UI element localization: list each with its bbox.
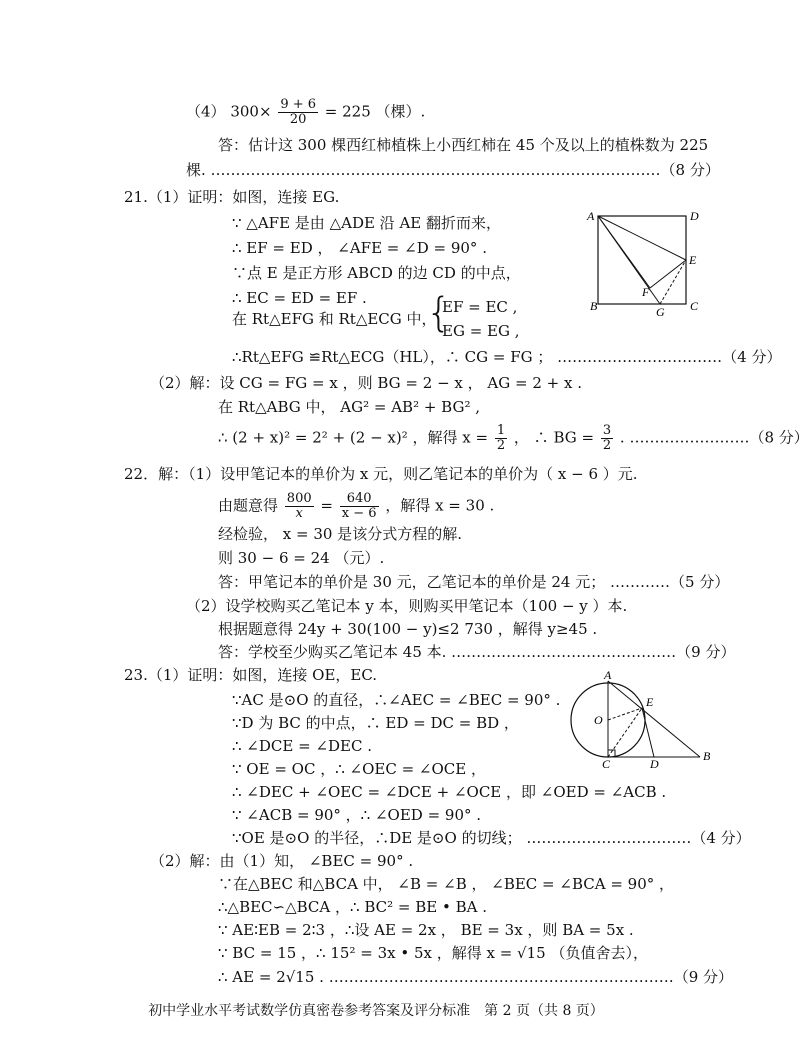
- segment-fe: [650, 260, 686, 288]
- segment-ae: [598, 216, 686, 260]
- numerator: 9 + 6: [280, 97, 317, 112]
- label-b: B: [703, 749, 711, 763]
- q23-line: ∴ ∠DEC + ∠OEC = ∠DCE + ∠OCE ，即 ∠OED = ∠ACB .: [232, 783, 667, 801]
- q22-line-fractions: [218, 491, 495, 521]
- label-b: B: [590, 299, 598, 313]
- numerator: 1: [496, 423, 506, 438]
- page-footer: 初中学业水平考试数学仿真密卷参考答案及评分标准 第 2 页（共 8 页）: [148, 1003, 604, 1019]
- q21-line: 在 Rt△EFG 和 Rt△ECG 中，: [232, 310, 437, 328]
- expr-text: . ……………………（8 分）: [619, 428, 809, 447]
- q21-line: ∴Rt△EFG ≌Rt△ECG（HL），∴ CG = FG ； ……………………………（4 分）: [232, 348, 782, 366]
- q21-line: ∵ △AFE 是由 △ADE 沿 AE 翻折而来，: [232, 214, 502, 232]
- label-c: C: [690, 299, 699, 313]
- expr-text: 300×: [230, 102, 272, 121]
- fraction: [495, 424, 507, 453]
- q20-answer-line2: 棵. ………………………………………………………………………………（8 分）: [186, 161, 720, 179]
- q22-line: 答：甲笔记本的单价是 30 元，乙笔记本的单价是 24 元； …………（5 分）: [218, 573, 730, 591]
- numerator: 640: [340, 492, 379, 507]
- label-f: F: [642, 285, 650, 299]
- q21-line: ∴ EF = ED ， ∠AFE = ∠D = 90° .: [232, 239, 487, 257]
- label-e: E: [689, 253, 697, 267]
- q23-line: ∵ BC = 15 ，∴ 15² = 3x • 5x ，解得 x = √15 （负值舍去），: [218, 944, 648, 962]
- q21-line: 在 Rt△ABG 中， AG² = AB² + BG² ,: [218, 398, 481, 416]
- label-d: D: [690, 209, 699, 223]
- q23-line: ∵AC 是⊙O 的直径，∴∠AEC = ∠BEC = 90° .: [232, 691, 561, 709]
- system-eq2: EG = EG ,: [442, 322, 520, 340]
- numerator: 3: [602, 423, 612, 438]
- expr-text: ，解得 x = 30 .: [385, 496, 495, 515]
- fraction: [340, 492, 379, 521]
- segment-oe: [608, 708, 642, 720]
- label-c: C: [602, 757, 611, 771]
- expr-text: = 225 （棵）.: [324, 102, 426, 121]
- q21-line: 21.（1）证明：如图，连接 EG.: [124, 188, 340, 206]
- part-label: （4）: [186, 102, 226, 121]
- denominator: 20: [289, 112, 307, 127]
- q21-line-fractions: [218, 423, 809, 453]
- label-g: G: [656, 305, 665, 319]
- segment-eg: [660, 260, 686, 304]
- q23-line: ∵OE 是⊙O 的半径，∴DE 是⊙O 的切线； ……………………………（4 分）: [232, 829, 751, 847]
- expr-text: 由题意得: [218, 496, 279, 515]
- segment-ag: [598, 216, 660, 304]
- system-brace: {: [426, 290, 452, 336]
- segment-ed: [642, 708, 654, 757]
- square-figure: [584, 208, 704, 320]
- q23-line: （2）解：由（1）知， ∠BEC = 90° .: [150, 852, 414, 870]
- system-eq1: EF = EC ,: [442, 298, 518, 316]
- fraction: [285, 492, 314, 521]
- q20-answer-line1: 答：估计这 300 棵西红柿植株上小西红柿在 45 个及以上的植株数为 225: [218, 136, 709, 154]
- q23-line: ∴ ∠DCE = ∠DEC .: [232, 737, 372, 755]
- q23-line: ∵在△BEC 和△BCA 中， ∠B = ∠B ， ∠BEC = ∠BCA = 90° ，: [218, 875, 675, 893]
- q23-line: ∴△BEC∽△BCA ，∴ BC² = BE • BA .: [218, 898, 487, 916]
- q20-part4: [186, 97, 426, 127]
- label-o: O: [594, 713, 603, 727]
- expr-text: =: [320, 496, 333, 515]
- q23-line: ∵ ∠ACB = 90° ，∴ ∠OED = 90° .: [232, 806, 482, 824]
- circle-figure: [566, 668, 716, 770]
- denominator: x: [295, 506, 303, 521]
- q23-line: ∵ AE∶EB = 2∶3 ，∴设 AE = 2x ， BE = 3x ，则 BA = 5x .: [218, 921, 634, 939]
- q23-line: ∴ AE = 2√15 . ……………………………………………………………（9 分）: [218, 968, 734, 986]
- q21-line: （2）解：设 CG = FG = x ，则 BG = 2 − x ， AG = 2 + x .: [150, 374, 582, 392]
- q23-line: 23.（1）证明：如图，连接 OE，EC.: [124, 666, 378, 684]
- q22-line: 经检验， x = 30 是该分式方程的解.: [218, 525, 462, 543]
- q22-line: （2）设学校购买乙笔记本 y 本，则购买甲笔记本（100 − y ）本.: [186, 597, 628, 615]
- label-e: E: [646, 695, 654, 709]
- q22-line: 22．解：（1）设甲笔记本的单价为 x 元，则乙笔记本的单价为（ x − 6 ）元.: [124, 465, 638, 483]
- q21-line: ∵点 E 是正方形 ABCD 的边 CD 的中点，: [232, 264, 521, 282]
- q22-line: 则 30 − 6 = 24 （元）.: [218, 549, 385, 567]
- q23-line: ∵ OE = OC ，∴ ∠OEC = ∠OCE ，: [232, 760, 486, 778]
- label-d: D: [650, 757, 659, 771]
- q23-line: ∵D 为 BC 的中点，∴ ED = DC = BD ，: [232, 714, 519, 732]
- expr-text: ， ∴ BG =: [513, 428, 595, 447]
- fraction: [278, 98, 318, 127]
- denominator: 2: [496, 438, 506, 453]
- q22-line: 答：学校至少购买乙笔记本 45 本. ………………………………………（9 分）: [218, 643, 736, 661]
- fraction: [601, 424, 613, 453]
- numerator: 800: [286, 491, 312, 506]
- expr-text: ∴ (2 + x)² = 2² + (2 − x)² ，解得 x =: [218, 428, 489, 447]
- label-a: A: [587, 209, 595, 223]
- denominator: 2: [602, 438, 612, 453]
- q21-line: ∴ EC = ED = EF .: [232, 289, 367, 307]
- denominator: x − 6: [341, 506, 377, 521]
- segment-ab: [608, 681, 700, 757]
- q22-line: 根据题意得 24y + 30(100 − y)≤2 730 ，解得 y≥45 .: [218, 620, 598, 638]
- label-a: A: [604, 668, 612, 682]
